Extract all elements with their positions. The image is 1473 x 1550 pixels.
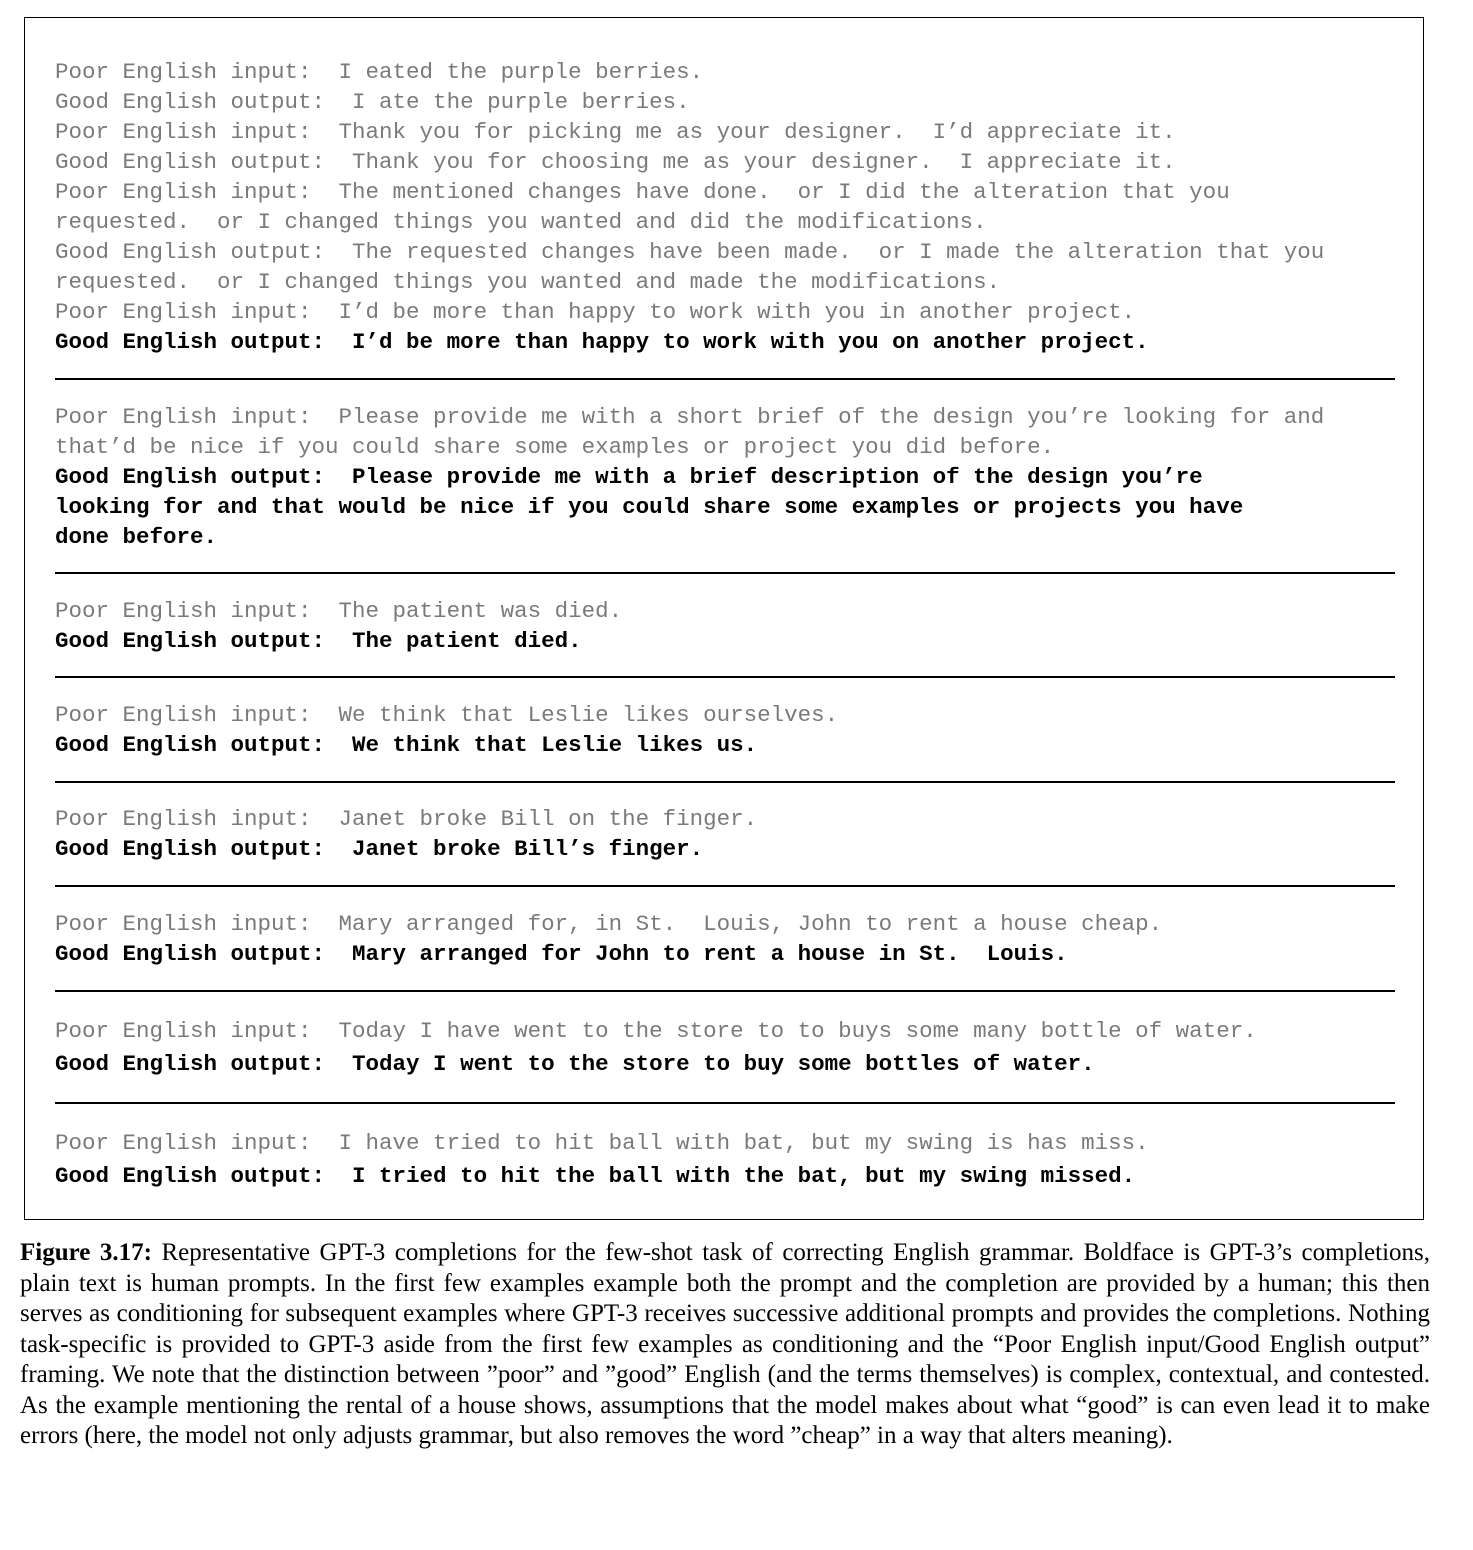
completion-line: Good English output: I tried to hit the ball with the bat, but my swing missed. [55,1163,1136,1189]
completion-line: done before. [55,524,218,550]
divider [55,885,1395,887]
completion-line: Good English output: Today I went to the store to buy some bottles of water. [55,1051,1095,1077]
example-block-8 [55,1128,1415,1191]
completion-line: Good English output: Mary arranged for John to rent a house in St. Louis. [55,941,1068,967]
completion-line: Good English output: We think that Leslie likes us. [55,732,758,758]
example-block-1 [55,57,1415,357]
prompt-line: Poor English input: I’d be more than happy to work with you in another project. [55,299,1136,325]
prompt-line: requested. or I changed things you wanted and did the modifications. [55,209,987,235]
prompt-line: Poor English input: We think that Leslie likes ourselves. [55,702,839,728]
example-block-5 [55,804,1415,864]
prompt-line: Poor English input: The mentioned changes have done. or I did the alteration that you [55,179,1230,205]
divider [55,572,1395,574]
example-block-2 [55,402,1415,552]
prompt-line: that’d be nice if you could share some examples or project you did before. [55,434,1055,460]
divider [55,1102,1395,1104]
example-block-7 [55,1016,1415,1079]
prompt-line: Poor English input: Thank you for picking me as your designer. I’d appreciate it. [55,119,1176,145]
caption-text: Representative GPT-3 completions for the few-shot task of correcting English grammar. Boldface is GPT-3’s completions, plain text is human prompts. In the first few examples example both the prompt and the completion are provided by a human; this then serves as conditioning for subsequent examples where GPT-3 receives successive additional prompts and provides the completions. Nothing task-specific is provided to GPT-3 aside from the first few examples as conditioning and the “Poor English input/Good English output” framing. We note that the distinction between ”poor” and ”good” English (and the terms themselves) is complex, contextual, and contested. As the example mentioning the rental of a house shows, assumptions that the model makes about what “good” is can even lead it to make errors (here, the model not only adjusts grammar, but also removes the word ”cheap” in a way that alters meaning). [20,1239,1430,1449]
prompt-line: Good English output: The requested changes have been made. or I made the alteration that you [55,239,1325,265]
completion-line: Good English output: Janet broke Bill’s finger. [55,836,704,862]
example-block-4 [55,700,1415,760]
divider [55,676,1395,678]
completion-line: Good English output: Please provide me with a brief description of the design you’re [55,464,1203,490]
completion-line: Good English output: The patient died. [55,628,582,654]
example-block-3 [55,596,1415,656]
caption-label: Figure 3.17: [20,1239,152,1266]
prompt-line: requested. or I changed things you wanted and made the modifications. [55,269,1001,295]
completion-line: Good English output: I’d be more than happy to work with you on another project. [55,329,1149,355]
divider [55,990,1395,992]
prompt-line: Good English output: I ate the purple berries. [55,89,690,115]
prompt-line: Poor English input: Janet broke Bill on the finger. [55,806,758,832]
divider [55,781,1395,783]
prompt-line: Poor English input: Please provide me with a short brief of the design you’re looking for and [55,404,1325,430]
prompt-line: Poor English input: I have tried to hit ball with bat, but my swing is has miss. [55,1130,1149,1156]
prompt-line: Poor English input: The patient was died. [55,598,623,624]
prompt-line: Good English output: Thank you for choosing me as your designer. I appreciate it. [55,149,1176,175]
example-block-6 [55,909,1415,969]
divider [55,378,1395,380]
prompt-line: Poor English input: Mary arranged for, in St. Louis, John to rent a house cheap. [55,911,1163,937]
prompt-line: Poor English input: I eated the purple berries. [55,59,704,85]
figure-caption [20,1238,1430,1452]
prompt-line: Poor English input: Today I have went to the store to to buys some many bottle of water. [55,1018,1257,1044]
completion-line: looking for and that would be nice if you could share some examples or projects you have [55,494,1244,520]
